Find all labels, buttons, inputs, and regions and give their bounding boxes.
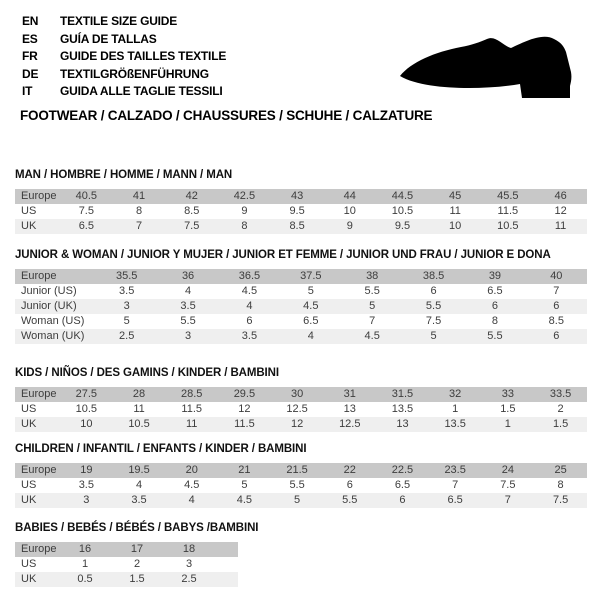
size-cell: 19.5 [128, 464, 150, 476]
size-cell: 8 [557, 479, 564, 491]
size-cell: 31.5 [391, 388, 414, 400]
size-row [15, 189, 587, 204]
size-cell: 11.5 [234, 418, 255, 430]
size-cell: 1.5 [500, 403, 516, 415]
size-row [15, 204, 587, 219]
language-label: GUÍA DE TALLAS [60, 31, 157, 46]
size-cell: 11 [449, 205, 461, 217]
size-row [15, 493, 587, 508]
size-cell: 7.5 [425, 315, 442, 327]
size-cell: 1 [81, 558, 89, 570]
size-cell: 24 [501, 464, 514, 476]
size-row [15, 387, 587, 402]
section-title: BABIES / BEBÉS / BÉBÉS / BABYS /BAMBINI [15, 522, 259, 534]
size-row [15, 478, 587, 493]
language-code: DE [22, 66, 39, 81]
size-cell: 10.5 [128, 418, 150, 430]
size-cell: 4.5 [364, 330, 380, 342]
size-cell: 8 [491, 315, 498, 327]
language-row [22, 66, 226, 84]
size-cell: 4 [185, 285, 192, 297]
size-cell: 28.5 [181, 388, 203, 400]
size-cell: 4.5 [184, 479, 200, 491]
size-cell: 6 [553, 330, 560, 342]
section-children [15, 443, 587, 508]
size-cell: 4.5 [303, 300, 319, 312]
size-cell: 2.5 [119, 330, 135, 342]
size-row [15, 463, 587, 478]
size-cell: 36 [181, 270, 195, 282]
language-label: GUIDA ALLE TAGLIE TESSILI [60, 84, 223, 98]
size-cell: 6 [399, 494, 406, 506]
size-cell: 29.5 [233, 388, 256, 400]
size-cell: 13 [396, 418, 409, 430]
size-cell: 10.5 [497, 220, 519, 232]
language-row [22, 31, 226, 49]
language-row [22, 83, 226, 101]
size-cell: 7 [553, 285, 560, 297]
size-cell: 6.5 [394, 479, 411, 491]
size-cell: 2.5 [181, 573, 197, 585]
row-label: UK [21, 418, 37, 430]
size-cell: 12.5 [339, 418, 361, 430]
size-cell: 27.5 [75, 388, 98, 400]
row-label: UK [21, 573, 37, 585]
size-cell: 1.5 [552, 418, 569, 430]
row-label: Junior (UK) [21, 300, 77, 312]
size-cell: 10.5 [75, 403, 98, 415]
size-cell: 23.5 [444, 464, 466, 476]
size-cell: 38.5 [422, 270, 445, 282]
size-cell: 9.5 [289, 205, 305, 217]
section-title: CHILDREN / INFANTIL / ENFANTS / KINDER / BAMBINI [15, 443, 307, 455]
size-cell: 3 [123, 300, 130, 312]
size-row [15, 402, 587, 417]
size-cell: 4.5 [241, 285, 258, 297]
size-cell: 17 [130, 543, 144, 555]
size-cell: 37.5 [300, 270, 322, 282]
size-cell: 32 [449, 388, 462, 400]
row-label: Europe [21, 464, 57, 476]
size-cell: 11 [554, 220, 567, 232]
size-row [15, 299, 587, 314]
size-cell: 8.5 [548, 315, 564, 327]
size-cell: 11.5 [181, 403, 203, 415]
size-cell: 3 [185, 330, 192, 342]
size-cell: 6 [430, 285, 437, 297]
size-cell: 4 [246, 300, 253, 312]
size-cell: 5 [369, 300, 376, 312]
size-cell: 5 [123, 315, 130, 327]
size-row [15, 269, 587, 284]
filler-cell [215, 557, 238, 572]
size-cell: 5.5 [342, 494, 358, 506]
size-cell: 5 [241, 479, 248, 491]
size-cell: 10 [449, 220, 462, 232]
size-cell: 4.5 [236, 494, 253, 506]
language-code: IT [22, 84, 33, 98]
language-row [22, 48, 226, 66]
size-cell: 11 [186, 418, 198, 430]
size-cell: 3.5 [241, 330, 258, 342]
size-cell: 44 [343, 190, 356, 202]
size-cell: 12 [238, 403, 251, 415]
size-cell: 6 [553, 300, 560, 312]
size-cell: 33.5 [549, 388, 572, 400]
size-cell: 6.5 [78, 220, 94, 232]
size-cell: 30 [290, 388, 304, 400]
size-cell: 28 [132, 388, 146, 400]
language-list [22, 13, 226, 101]
size-cell: 39 [488, 270, 502, 282]
row-label: Europe [21, 270, 57, 282]
language-row [22, 13, 226, 31]
size-cell: 7 [135, 220, 143, 232]
row-label: US [21, 558, 37, 570]
row-label: US [21, 205, 37, 217]
size-cell: 8 [135, 205, 143, 217]
section-title: JUNIOR & WOMAN / JUNIOR Y MUJER / JUNIOR ET FEMME / JUNIOR UND FRAU / JUNIOR E DONA [15, 249, 551, 261]
size-cell: 6 [491, 300, 498, 312]
size-cell: 5.5 [364, 285, 380, 297]
size-table-babies [15, 542, 238, 587]
size-cell: 9.5 [394, 220, 411, 232]
size-cell: 11.5 [497, 205, 519, 217]
size-cell: 36.5 [238, 270, 261, 282]
size-cell: 10 [343, 205, 356, 217]
row-label: Europe [21, 190, 57, 202]
filler-cell [215, 542, 238, 557]
section-babies [15, 522, 587, 587]
size-cell: 31 [343, 388, 356, 400]
size-row [15, 314, 587, 329]
size-cell: 40 [550, 270, 563, 282]
size-cell: 2 [133, 558, 141, 570]
size-cell: 3 [185, 558, 193, 570]
size-cell: 3.5 [131, 494, 147, 506]
row-label: Europe [21, 388, 57, 400]
size-cell: 6 [246, 315, 253, 327]
size-cell: 6.5 [447, 494, 463, 506]
category-title: FOOTWEAR / CALZADO / CHAUSSURES / SCHUHE / CALZATURE [20, 108, 433, 123]
size-cell: 8 [241, 220, 248, 232]
size-cell: 12 [554, 205, 567, 217]
size-cell: 43 [290, 190, 304, 202]
size-cell: 21.5 [286, 464, 308, 476]
size-cell: 8.5 [184, 205, 200, 217]
row-label: UK [21, 494, 37, 506]
size-cell: 46 [554, 190, 567, 202]
size-cell: 6 [346, 479, 353, 491]
size-table-junior-woman [15, 269, 587, 344]
size-cell: 45 [449, 190, 462, 202]
section-man [15, 169, 587, 234]
size-row [15, 219, 587, 234]
size-cell: 22.5 [391, 464, 414, 476]
size-cell: 0.5 [77, 573, 93, 585]
size-cell: 38 [366, 270, 379, 282]
size-cell: 4 [188, 494, 195, 506]
size-cell: 33 [501, 388, 514, 400]
size-table-kids [15, 387, 587, 432]
row-label: Junior (US) [21, 285, 77, 297]
size-cell: 21 [238, 464, 251, 476]
size-cell: 19 [80, 464, 93, 476]
size-table-children [15, 463, 587, 508]
size-cell: 20 [185, 464, 198, 476]
size-row [15, 329, 587, 344]
size-cell: 6.5 [487, 285, 503, 297]
size-cell: 5.5 [180, 315, 196, 327]
size-row [15, 417, 587, 432]
size-cell: 9 [346, 220, 353, 232]
size-cell: 10.5 [391, 205, 414, 217]
size-cell: 7.5 [552, 494, 569, 506]
size-cell: 8.5 [289, 220, 305, 232]
size-cell: 18 [182, 543, 196, 555]
size-table-man [15, 189, 587, 234]
language-label: GUIDE DES TAILLES TEXTILE [60, 49, 227, 63]
section-junior-woman [15, 249, 587, 344]
size-cell: 16 [78, 543, 92, 555]
size-cell: 3.5 [180, 300, 196, 312]
size-cell: 35.5 [115, 270, 138, 282]
size-cell: 4 [307, 330, 314, 342]
size-cell: 5.5 [425, 300, 442, 312]
size-cell: 1 [452, 403, 459, 415]
size-cell: 5 [307, 285, 314, 297]
size-cell: 13 [343, 403, 356, 415]
size-cell: 44.5 [391, 190, 414, 202]
size-cell: 7 [452, 479, 459, 491]
size-cell: 10 [80, 418, 93, 430]
size-cell: 7.5 [500, 479, 516, 491]
size-cell: 1.5 [129, 573, 145, 585]
size-cell: 25 [554, 464, 567, 476]
row-label: Woman (UK) [21, 330, 85, 342]
section-title: MAN / HOMBRE / HOMME / MANN / MAN [15, 169, 233, 181]
size-cell: 22 [343, 464, 356, 476]
size-cell: 2 [557, 403, 564, 415]
size-cell: 13.5 [444, 418, 466, 430]
size-cell: 9 [241, 205, 248, 217]
language-label: TEXTILGRÖßENFÜHRUNG [60, 66, 209, 81]
size-cell: 12 [290, 418, 304, 430]
row-label: Europe [21, 543, 57, 555]
size-row [15, 557, 238, 572]
size-cell: 5.5 [487, 330, 503, 342]
size-cell: 13.5 [391, 403, 414, 415]
row-label: Woman (US) [21, 315, 85, 327]
size-row [15, 284, 587, 299]
row-label: UK [21, 220, 37, 232]
size-cell: 1 [504, 418, 511, 430]
section-title: KIDS / NIÑOS / DES GAMINS / KINDER / BAMBINI [15, 367, 279, 379]
language-code: EN [22, 14, 39, 28]
size-cell: 5.5 [289, 479, 305, 491]
size-cell: 12.5 [286, 403, 308, 415]
language-code: FR [22, 49, 38, 63]
size-cell: 7.5 [184, 220, 200, 232]
size-cell: 5 [430, 330, 437, 342]
size-cell: 5 [294, 494, 301, 506]
size-cell: 42.5 [233, 190, 256, 202]
size-cell: 7 [504, 494, 511, 506]
row-label: US [21, 403, 37, 415]
size-cell: 3.5 [119, 285, 135, 297]
size-cell: 11 [133, 403, 145, 415]
size-cell: 42 [185, 190, 198, 202]
size-row [15, 572, 238, 587]
size-cell: 3 [83, 494, 90, 506]
size-cell: 40.5 [75, 190, 98, 202]
language-label: TEXTILE SIZE GUIDE [60, 14, 178, 28]
size-cell: 3.5 [78, 479, 94, 491]
language-code: ES [22, 31, 38, 46]
size-cell: 4 [135, 479, 143, 491]
size-row [15, 542, 238, 557]
shoe-icon [391, 16, 575, 102]
size-cell: 41 [132, 190, 146, 202]
size-cell: 7 [369, 315, 376, 327]
section-kids [15, 367, 587, 432]
size-cell: 45.5 [497, 190, 519, 202]
row-label: US [21, 479, 37, 491]
filler-cell [215, 572, 238, 587]
size-cell: 7.5 [78, 205, 94, 217]
size-cell: 6.5 [303, 315, 319, 327]
